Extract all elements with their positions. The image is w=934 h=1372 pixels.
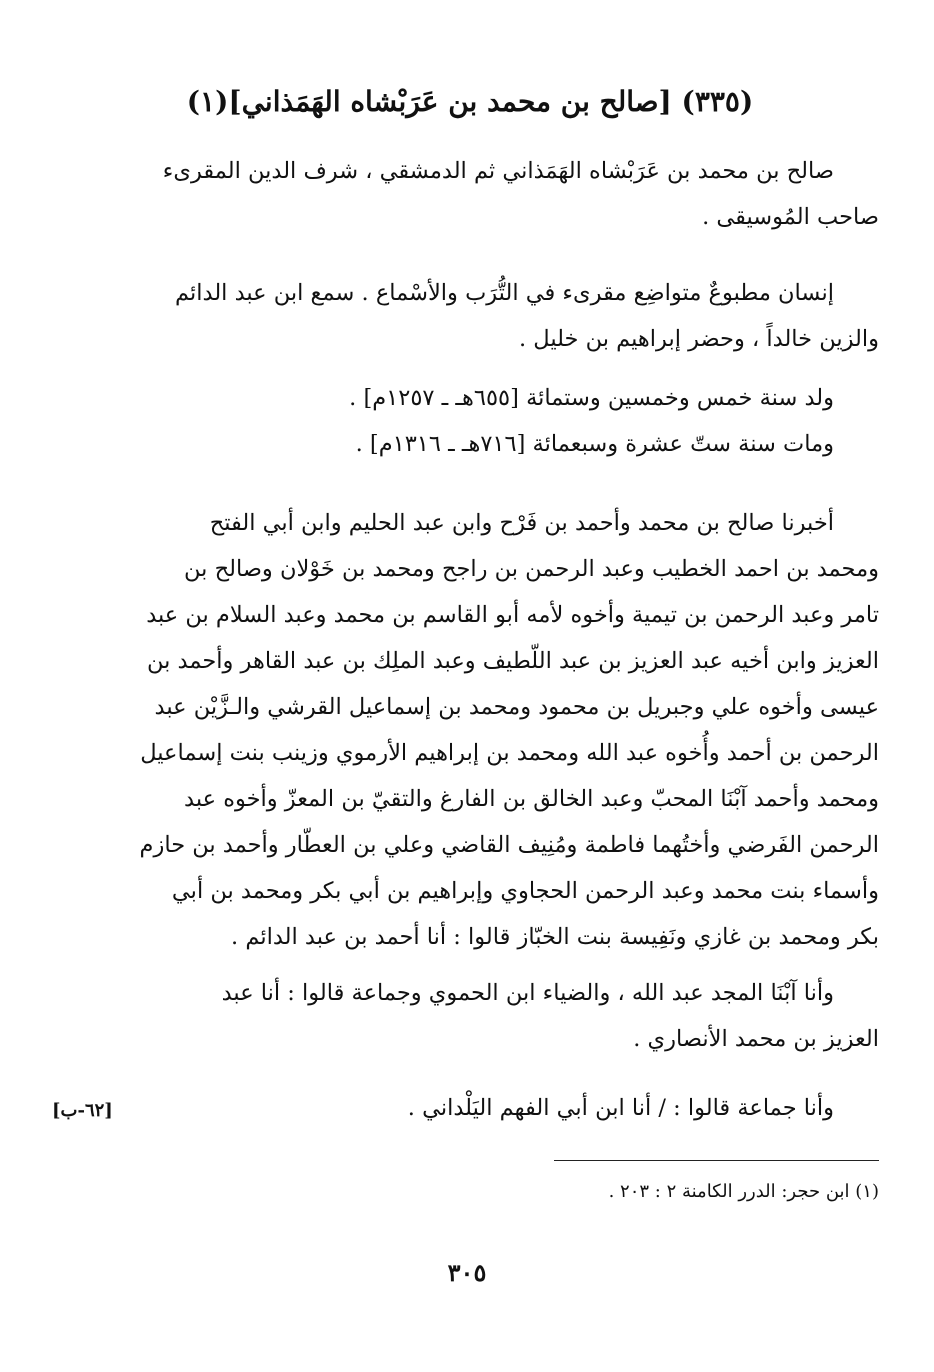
paragraph-third-chain bbox=[119, 1085, 879, 1131]
text-line: صالح بن محمد بن عَرَبْشاه الهَمَذاني ثم الدمشقي ، شرف الدين المقرىء bbox=[162, 158, 834, 184]
text-line: وأسماء بنت محمد وعبد الرحمن الحجاوي وإبراهيم بن أبي بكر ومحمد بن أبي bbox=[171, 878, 879, 904]
footnote-divider bbox=[554, 1160, 879, 1161]
text-line: الرحمن بن أحمد وأُخوه عبد الله ومحمد بن إبراهيم الأرموي وزينب بنت إسماعيل bbox=[140, 740, 879, 766]
paragraph-transmitters bbox=[119, 500, 879, 960]
footnote: (١) ابن حجر: الدرر الكامنة ٢ : ٢٠٣ . bbox=[608, 1181, 879, 1202]
manuscript-folio-marker: [٦٢-ب] bbox=[52, 1100, 113, 1121]
text-line: صاحب المُوسيقى . bbox=[702, 204, 879, 230]
text-line: عيسى وأخوه علي وجبريل بن محمود ومحمد بن إسماعيل القرشي والـزَّيْن عبد bbox=[154, 694, 879, 720]
entry-title: (٣٣٥) [صالح بن محمد بن عَرَبْشاه الهَمَذاني](١) bbox=[186, 85, 754, 118]
text-line: ومات سنة ستّ عشرة وسبعمائة [٧١٦هـ ـ ١٣١٦م] . bbox=[355, 431, 834, 457]
text-line: تامر وعبد الرحمن بن تيمية وأخوه لأمه أبو القاسم بن محمد وعبد السلام بن عبد bbox=[146, 602, 879, 628]
text-line: ومحمد بن احمد الخطيب وعبد الرحمن بن راجح ومحمد بن خَوْلان وصالح بن bbox=[184, 556, 879, 582]
paragraph-dates bbox=[119, 375, 879, 467]
text-line: وأنا جماعة قالوا : / أنا ابن أبي الفهم اليَلْداني . bbox=[407, 1095, 834, 1121]
text-line: بكر ومحمد بن غازي ونَفِيسة بنت الخبّاز قالوا : أنا أحمد بن عبد الدائم . bbox=[231, 924, 879, 950]
paragraph-second-chain bbox=[119, 970, 879, 1062]
text-line: والزين خالداً ، وحضر إبراهيم بن خليل . bbox=[518, 326, 879, 352]
text-line: العزيز بن محمد الأنصاري . bbox=[633, 1026, 879, 1052]
paragraph-name-lineage bbox=[119, 148, 879, 240]
text-line: وأنا آبْنَا المجد عبد الله ، والضياء ابن الحموي وجماعة قالوا : أنا عبد bbox=[221, 980, 834, 1006]
text-line: أخبرنا صالح بن محمد وأحمد بن فَرْح وابن عبد الحليم وابن أبي الفتح bbox=[209, 510, 834, 536]
text-line: إنسان مطبوعٌ متواضِع مقرىء في التُّرَب والأسْماع . سمع ابن عبد الدائم bbox=[175, 280, 834, 306]
text-line: ومحمد وأحمد آبْنَا المحبّ وعبد الخالق بن الفارغ والتقيّ بن المعزّ وأخوه عبد bbox=[184, 786, 879, 812]
text-line: ولد سنة خمس وخمسين وستمائة [٦٥٥هـ ـ ١٢٥٧م] . bbox=[349, 385, 834, 411]
page-number: ٣٠٥ bbox=[447, 1258, 487, 1287]
paragraph-description bbox=[119, 270, 879, 362]
text-line: العزيز وابن أخيه عبد العزيز بن عبد اللّطيف وعبد الملِك بن عبد القاهر وأحمد بن bbox=[147, 648, 879, 674]
text-line: الرحمن الفَرضي وأختُهما فاطمة ومُنِيف القاضي وعلي بن العطّار وأحمد بن حازم bbox=[139, 832, 879, 858]
